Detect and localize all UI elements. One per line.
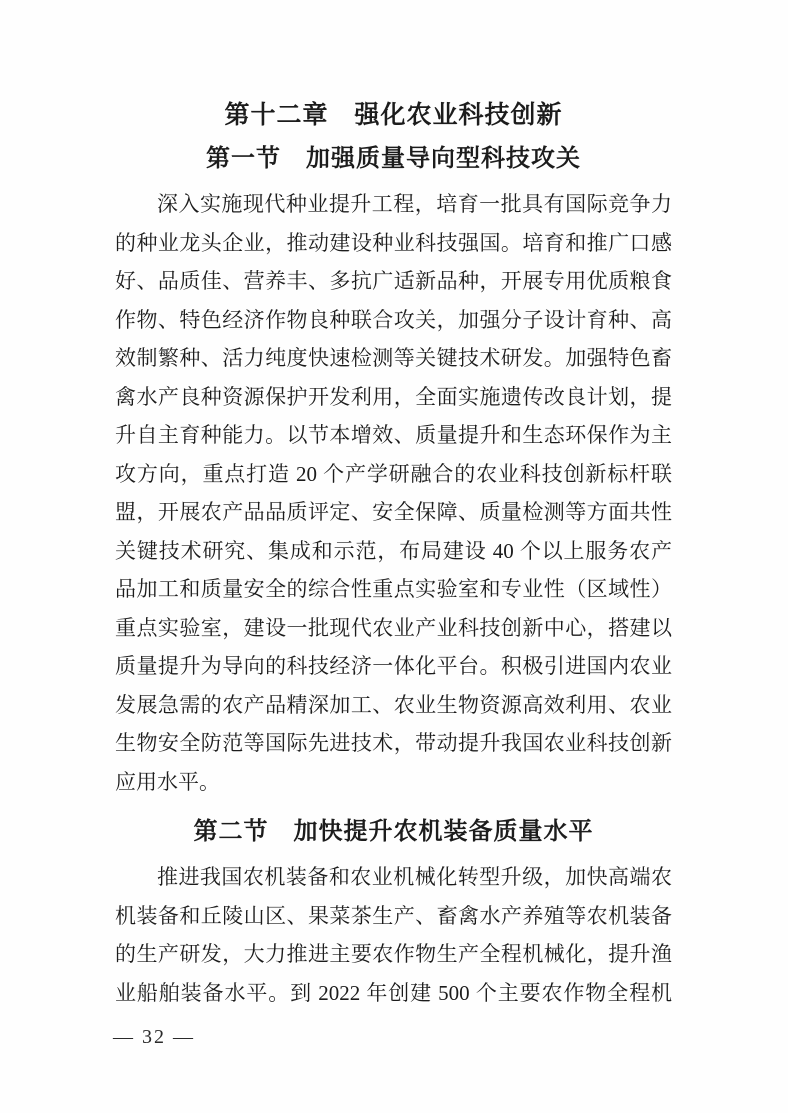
body-line: 盟，开展农产品品质评定、安全保障、质量检测等方面共性 xyxy=(115,500,672,524)
body-line: 的种业龙头企业，推动建设种业科技强国。培育和推广口感 xyxy=(115,230,672,255)
body-line: 重点实验室，建设一批现代农业产业科技创新中心，搭建以 xyxy=(115,615,672,640)
body-line: 机装备和丘陵山区、果菜茶生产、畜禽水产养殖等农机装备 xyxy=(115,903,672,928)
section-1-paragraph xyxy=(115,185,672,801)
section-1-title: 第一节 加强质量导向型科技攻关 xyxy=(206,146,581,172)
section-2-paragraph xyxy=(115,858,672,1012)
body-line: 的生产研发，大力推进主要农作物生产全程机械化，提升渔 xyxy=(115,942,672,966)
section-2-title: 第二节 加快提升农机装备质量水平 xyxy=(193,819,594,845)
body-line: 禽水产良种资源保护开发利用，全面实施遗传改良计划，提 xyxy=(115,384,672,409)
body-line: 应用水平。 xyxy=(115,769,220,794)
body-line: 关键技术研究、集成和示范，布局建设 40 个以上服务农产 xyxy=(115,538,672,563)
body-line: 深入实施现代种业提升工程，培育一批具有国际竞争力 xyxy=(157,192,672,216)
body-line: 升自主育种能力。以节本增效、质量提升和生态环保作为主 xyxy=(115,423,672,447)
chapter-title: 第十二章 强化农业科技创新 xyxy=(224,101,563,129)
body-line: 效制繁种、活力纯度快速检测等关键技术研发。加强特色畜 xyxy=(115,346,672,370)
body-line: 质量提升为导向的科技经济一体化平台。积极引进国内农业 xyxy=(115,654,672,678)
body-line: 攻方向，重点打造 20 个产学研融合的农业科技创新标杆联 xyxy=(115,461,672,486)
body-line: 推进我国农机装备和农业机械化转型升级，加快高端农 xyxy=(157,865,672,889)
body-line: 好、品质佳、营养丰、多抗广适新品种，开展专用优质粮食 xyxy=(115,269,672,293)
body-line: 作物、特色经济作物良种联合攻关，加强分子设计育种、高 xyxy=(115,307,672,332)
body-line: 品加工和质量安全的综合性重点实验室和专业性（区域性） xyxy=(115,577,672,601)
body-line: 发展急需的农产品精深加工、农业生物资源高效利用、农业 xyxy=(115,692,672,717)
body-line: 业船舶装备水平。到 2022 年创建 500 个主要农作物全程机 xyxy=(115,980,672,1005)
document-content xyxy=(115,0,672,1012)
body-line: 生物安全防范等国际先进技术，带动提升我国农业科技创新 xyxy=(115,731,672,755)
page-number: — 32 — xyxy=(113,1026,195,1048)
